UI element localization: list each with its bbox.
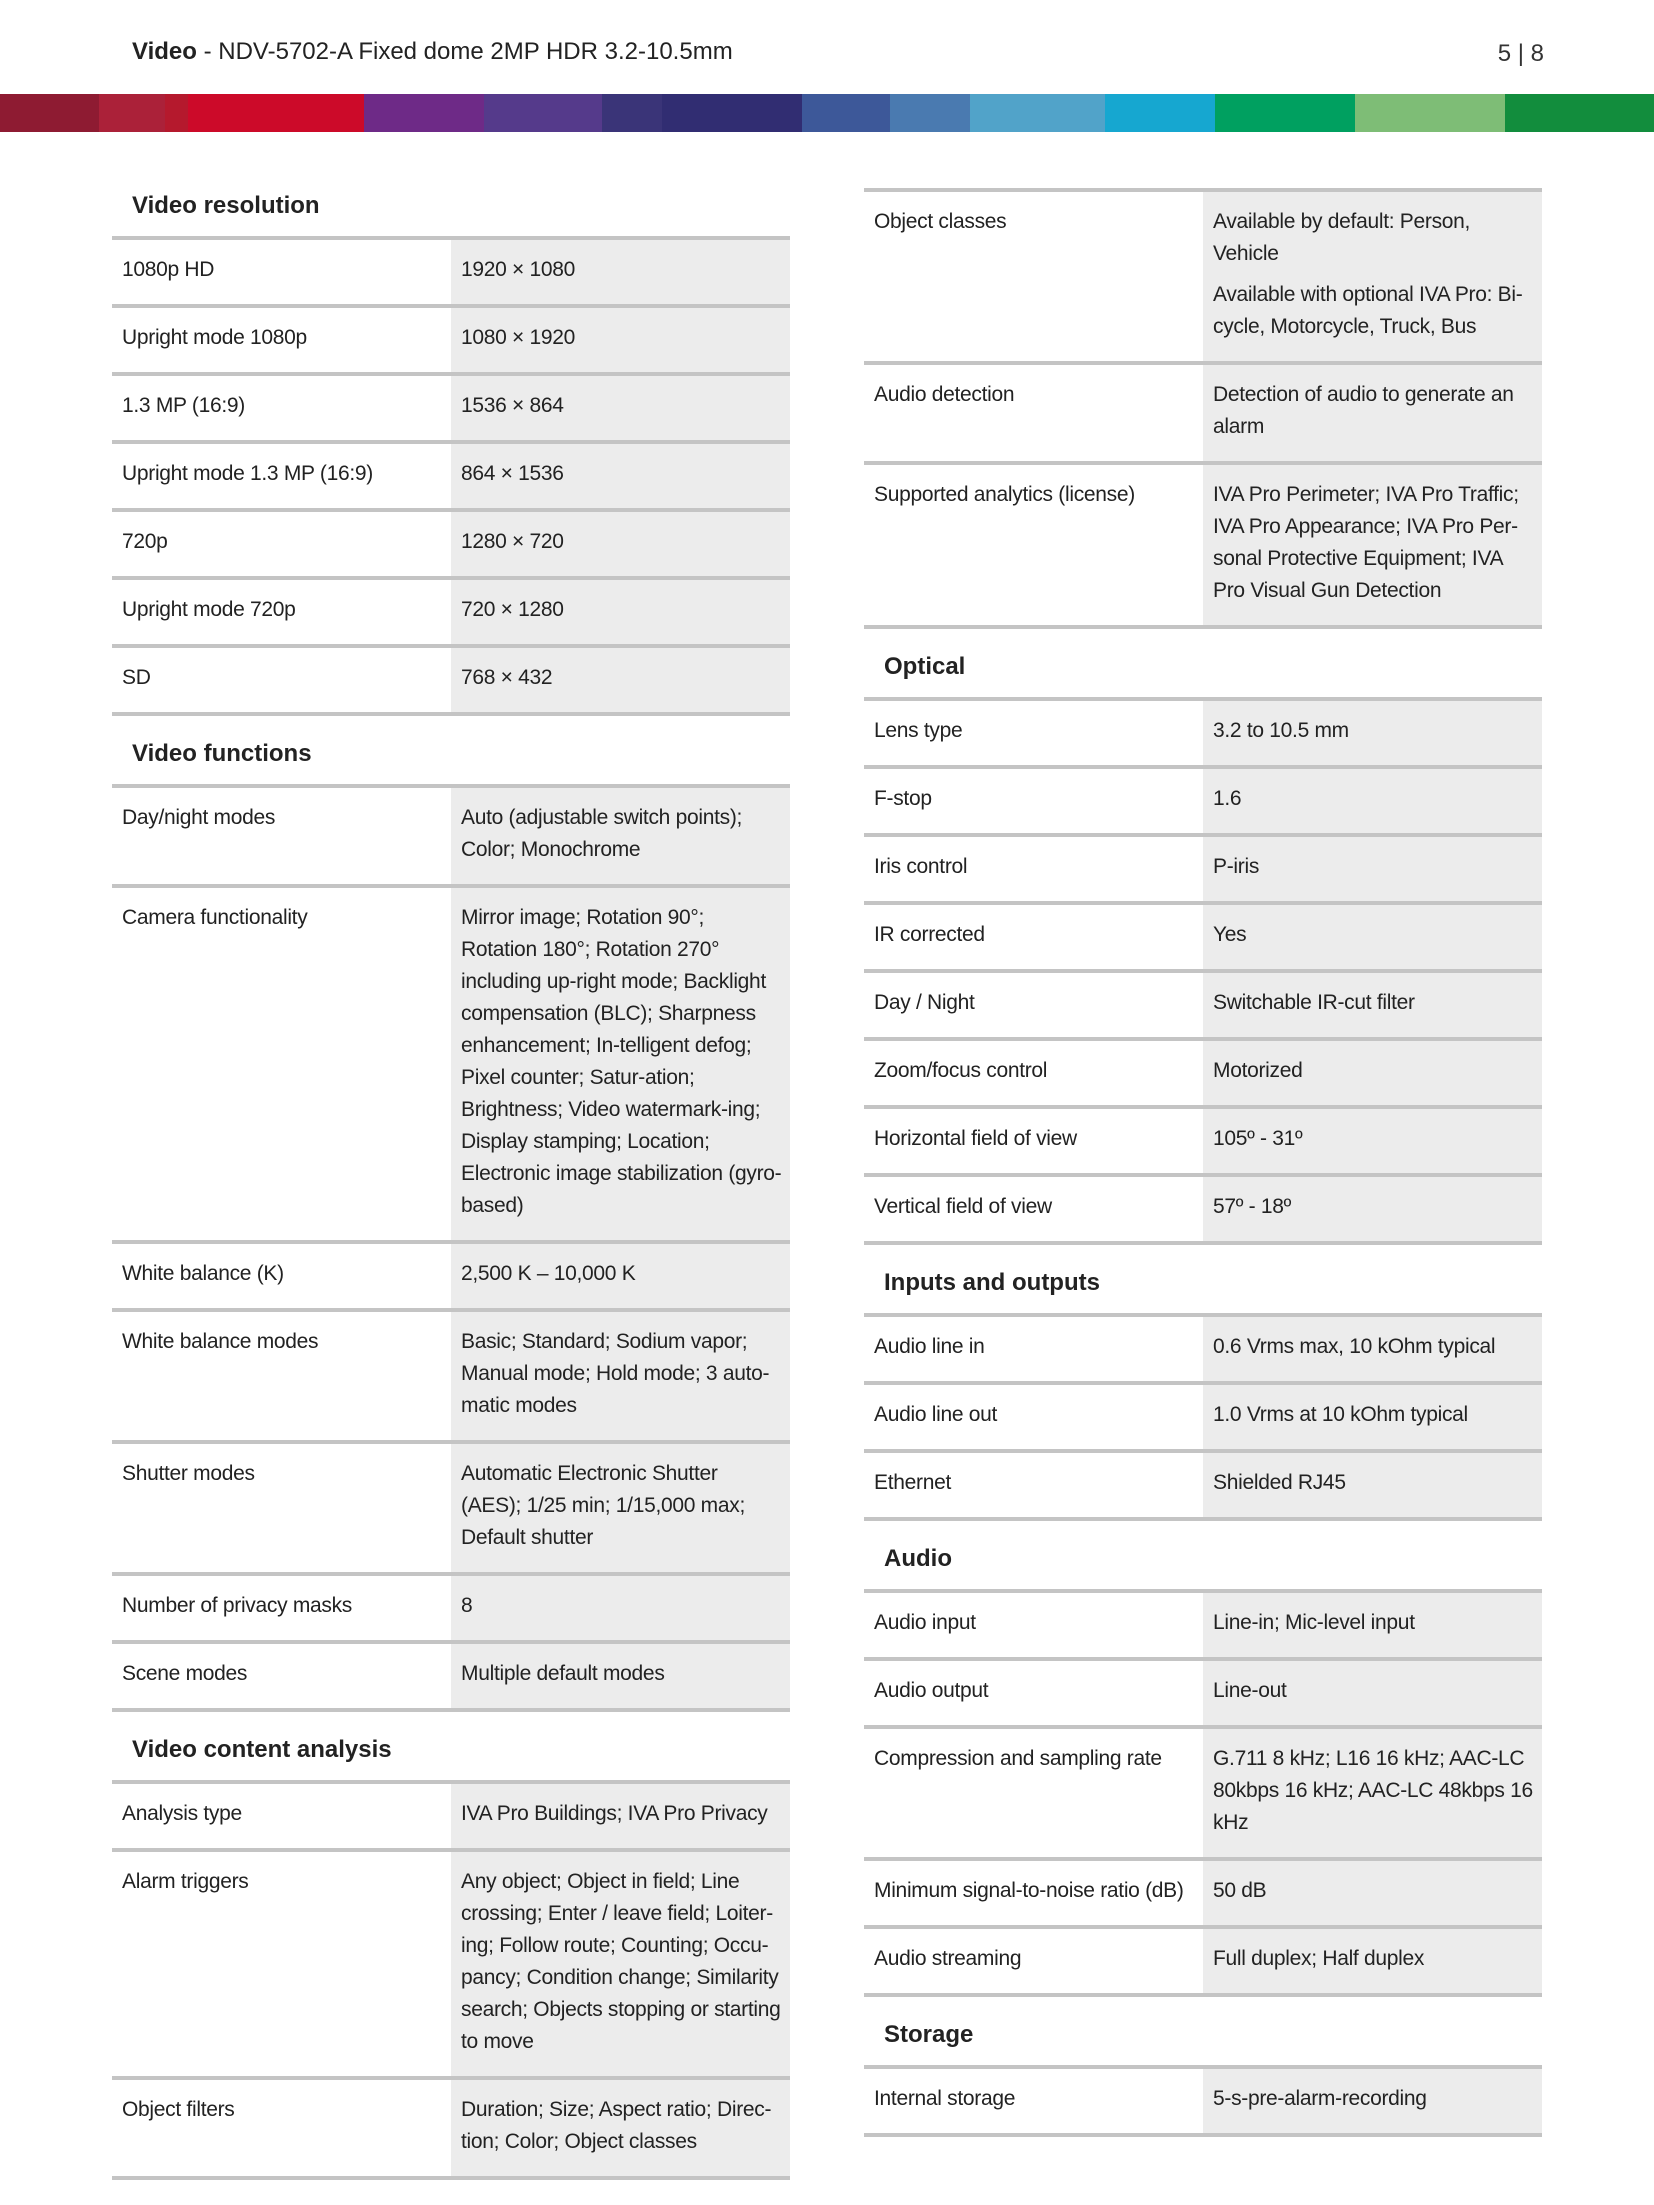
color-band-segment	[1105, 94, 1215, 132]
spec-value-text: 1536 × 864	[461, 394, 564, 417]
spec-value	[1203, 1177, 1542, 1241]
color-band-segment	[484, 94, 602, 132]
spec-value-text: 768 × 432	[461, 666, 553, 689]
table-row	[864, 1661, 1542, 1729]
spec-value	[1203, 192, 1542, 361]
page-number: 5 | 8	[1497, 40, 1544, 67]
table-row	[112, 788, 790, 888]
header-category: Video	[132, 38, 197, 65]
table-row	[112, 648, 790, 716]
spec-value-text: 1.0 Vrms at 10 kOhm typical	[1213, 1403, 1468, 1426]
right-column	[864, 188, 1542, 2149]
spec-value	[451, 376, 790, 440]
spec-value	[451, 1244, 790, 1308]
spec-value-text: Mirror image; Rotation 90°; Rotation 180°; Rotation 270° including up-right mode; Backlight compensation (BLC); Sharpness enhancement; In-telligent defog; Pixel counter; Satur-ation; Brightness; Video watermark-ing; Display stamping; Location; Electronic image stabilization (gyro-based)	[461, 906, 782, 1217]
spec-value	[451, 444, 790, 508]
spec-value-text: Motorized	[1213, 1059, 1303, 1082]
spec-label: 1.3 MP (16:9)	[122, 394, 245, 417]
spec-label: Internal storage	[874, 2087, 1016, 2110]
spec-value	[451, 1576, 790, 1640]
spec-label: Supported analytics (license)	[874, 483, 1135, 506]
spec-label: Ethernet	[874, 1471, 951, 1494]
table-row	[112, 376, 790, 444]
spec-value	[1203, 1041, 1542, 1105]
table-row	[864, 905, 1542, 973]
section-title-video-functions: Video functions	[132, 740, 312, 767]
table-row	[864, 1385, 1542, 1453]
spec-label: Upright mode 1.3 MP (16:9)	[122, 462, 373, 485]
table-row	[864, 1929, 1542, 1997]
spec-value-text: 0.6 Vrms max, 10 kOhm typical	[1213, 1335, 1496, 1358]
spec-value-text: Auto (adjustable switch points); Color; Monochrome	[461, 806, 743, 861]
spec-value	[451, 580, 790, 644]
spec-label: IR corrected	[874, 923, 985, 946]
spec-value-text: 5-s-pre-alarm-recording	[1213, 2087, 1427, 2110]
spec-label: Upright mode 720p	[122, 598, 296, 621]
spec-value	[1203, 1453, 1542, 1517]
spec-label: Iris control	[874, 855, 968, 878]
spec-value-text: Basic; Standard; Sodium vapor; Manual mode; Hold mode; 3 auto-matic modes	[461, 1330, 770, 1417]
spec-value	[451, 1444, 790, 1572]
table-row	[864, 465, 1542, 629]
table-row	[864, 1317, 1542, 1385]
table-row	[112, 1852, 790, 2080]
spec-value	[1203, 973, 1542, 1037]
spec-value	[1203, 905, 1542, 969]
spec-value	[1203, 365, 1542, 461]
color-band-segment	[364, 94, 484, 132]
spec-value	[1203, 1729, 1542, 1857]
spec-value-text: Duration; Size; Aspect ratio; Direc-tion; Color; Object classes	[461, 2098, 772, 2153]
table-row	[864, 1729, 1542, 1861]
spec-table-video-content-analysis	[112, 1780, 790, 2180]
color-band-segment	[662, 94, 802, 132]
spec-label: Compression and sampling rate	[874, 1747, 1162, 1770]
color-band-segment	[602, 94, 662, 132]
spec-label: F-stop	[874, 787, 932, 810]
table-row	[864, 769, 1542, 837]
spec-table-video-resolution	[112, 236, 790, 716]
spec-value-text: IVA Pro Perimeter; IVA Pro Traffic; IVA Pro Appearance; IVA Pro Per-sonal Protective Equipment; IVA Pro Visual Gun Detection	[1213, 483, 1519, 602]
spec-value	[451, 2080, 790, 2176]
page-header	[132, 38, 733, 66]
color-band-segment	[0, 94, 99, 132]
table-row	[864, 365, 1542, 465]
spec-value	[1203, 1861, 1542, 1925]
color-band-segment	[890, 94, 970, 132]
section-title-video-resolution: Video resolution	[132, 192, 320, 219]
table-row	[864, 192, 1542, 365]
spec-label: Object classes	[874, 210, 1007, 233]
spec-value-text: 864 × 1536	[461, 462, 564, 485]
spec-label: Audio input	[874, 1611, 976, 1634]
table-row	[864, 837, 1542, 905]
table-row	[864, 1593, 1542, 1661]
spec-label: 1080p HD	[122, 258, 215, 281]
color-band-segment	[1505, 94, 1654, 132]
spec-value	[1203, 1385, 1542, 1449]
spec-value-text: 50 dB	[1213, 1879, 1267, 1902]
spec-value-text: Switchable IR-cut filter	[1213, 991, 1415, 1014]
spec-value-text: Automatic Electronic Shutter (AES); 1/25 min; 1/15,000 max; Default shutter	[461, 1462, 745, 1549]
spec-table-inputs-and-outputs	[864, 1313, 1542, 1521]
table-row	[864, 1453, 1542, 1521]
spec-value	[1203, 1109, 1542, 1173]
spec-value-text: IVA Pro Buildings; IVA Pro Privacy	[461, 1802, 768, 1825]
spec-value-text: Line-in; Mic-level input	[1213, 1611, 1415, 1634]
color-band-segment	[188, 94, 364, 132]
spec-value	[451, 240, 790, 304]
spec-value-text: 720 × 1280	[461, 598, 564, 621]
section-title-inputs-and-outputs: Inputs and outputs	[884, 1269, 1100, 1296]
spec-value	[451, 788, 790, 884]
spec-value	[451, 1784, 790, 1848]
color-band-segment	[802, 94, 890, 132]
spec-label: Audio output	[874, 1679, 989, 1702]
spec-value-text: 1280 × 720	[461, 530, 564, 553]
table-row	[864, 701, 1542, 769]
spec-label: Audio line out	[874, 1403, 998, 1426]
table-row	[112, 2080, 790, 2180]
spec-label: Number of privacy masks	[122, 1594, 352, 1617]
spec-label: Alarm triggers	[122, 1870, 249, 1893]
spec-value-text: 3.2 to 10.5 mm	[1213, 719, 1349, 742]
spec-value	[1203, 465, 1542, 625]
color-band-segment	[1215, 94, 1355, 132]
spec-label: Scene modes	[122, 1662, 248, 1685]
spec-value-text: Detection of audio to generate an alarm	[1213, 383, 1514, 438]
table-row	[112, 888, 790, 1244]
spec-value	[1203, 1661, 1542, 1725]
spec-table-storage	[864, 2065, 1542, 2137]
table-row	[864, 2069, 1542, 2137]
spec-value	[451, 1644, 790, 1708]
spec-table	[864, 188, 1542, 629]
spec-value	[1203, 1929, 1542, 1993]
spec-label: Lens type	[874, 719, 963, 742]
spec-value-text: 57º - 18º	[1213, 1195, 1292, 1218]
table-row	[112, 1644, 790, 1712]
spec-label: Day/night modes	[122, 806, 276, 829]
spec-value	[1203, 1593, 1542, 1657]
table-row	[864, 1861, 1542, 1929]
spec-value	[451, 512, 790, 576]
table-row	[112, 1576, 790, 1644]
table-row	[112, 444, 790, 512]
spec-value-text: Available by default: Person, Vehicle	[1213, 210, 1471, 265]
spec-value-text: 1080 × 1920	[461, 326, 576, 349]
table-row	[864, 973, 1542, 1041]
spec-label: Day / Night	[874, 991, 975, 1014]
spec-value-text: Shielded RJ45	[1213, 1471, 1346, 1494]
spec-value-text: Yes	[1213, 923, 1247, 946]
spec-value-text: 105º - 31º	[1213, 1127, 1303, 1150]
header-title: - NDV-5702-A Fixed dome 2MP HDR 3.2-10.5mm	[196, 38, 733, 65]
color-band-segment	[165, 94, 188, 132]
table-row	[112, 308, 790, 376]
spec-label: Analysis type	[122, 1802, 242, 1825]
color-band-segment	[970, 94, 1105, 132]
spec-label: Zoom/focus control	[874, 1059, 1048, 1082]
color-band-segment	[1355, 94, 1505, 132]
table-row	[112, 1784, 790, 1852]
spec-value-text: P-iris	[1213, 855, 1260, 878]
spec-value	[451, 1852, 790, 2076]
spec-value	[451, 888, 790, 1240]
table-row	[864, 1177, 1542, 1245]
section-title-storage: Storage	[884, 2021, 974, 2048]
table-row	[112, 1444, 790, 1576]
color-band-segment	[99, 94, 165, 132]
spec-value	[451, 308, 790, 372]
table-row	[112, 512, 790, 580]
spec-label: Audio detection	[874, 383, 1015, 406]
spec-table-optical	[864, 697, 1542, 1245]
section-title-video-content-analysis: Video content analysis	[132, 1736, 392, 1763]
spec-label: Camera functionality	[122, 906, 308, 929]
section-title-audio: Audio	[884, 1545, 952, 1572]
color-band	[0, 94, 1654, 132]
spec-value-text: Available with optional IVA Pro: Bi-cycle, Motorcycle, Truck, Bus	[1213, 283, 1523, 338]
spec-value-text: 8	[461, 1594, 473, 1617]
spec-value	[1203, 769, 1542, 833]
table-row	[112, 580, 790, 648]
spec-label: 720p	[122, 530, 168, 553]
spec-value-text: Multiple default modes	[461, 1662, 665, 1685]
spec-value	[451, 1312, 790, 1440]
table-row	[864, 1041, 1542, 1109]
table-row	[864, 1109, 1542, 1177]
spec-value	[451, 648, 790, 712]
spec-label: SD	[122, 666, 151, 689]
spec-label: Audio streaming	[874, 1947, 1022, 1970]
spec-value-text: Any object; Object in field; Line crossing; Enter / leave field; Loiter-ing; Follow route; Counting; Occu-pancy; Condition change; Similarity search; Objects stopping or starting to move	[461, 1870, 781, 2053]
left-column	[112, 180, 790, 2192]
spec-value-text: Full duplex; Half duplex	[1213, 1947, 1425, 1970]
table-row	[112, 1312, 790, 1444]
spec-value	[1203, 701, 1542, 765]
spec-label: Horizontal field of view	[874, 1127, 1077, 1150]
spec-value-text: Line-out	[1213, 1679, 1287, 1702]
spec-label: White balance modes	[122, 1330, 319, 1353]
spec-table-video-functions	[112, 784, 790, 1712]
spec-value-text: 1920 × 1080	[461, 258, 576, 281]
spec-label: Audio line in	[874, 1335, 985, 1358]
table-row	[112, 240, 790, 308]
spec-label: Upright mode 1080p	[122, 326, 307, 349]
spec-value-text: 1.6	[1213, 787, 1242, 810]
spec-label: White balance (K)	[122, 1262, 284, 1285]
spec-value-text: G.711 8 kHz; L16 16 kHz; AAC-LC 80kbps 16 kHz; AAC-LC 48kbps 16 kHz	[1213, 1747, 1533, 1834]
spec-value	[1203, 2069, 1542, 2133]
spec-value	[1203, 837, 1542, 901]
section-title-optical: Optical	[884, 653, 966, 680]
spec-label: Minimum signal-to-noise ratio (dB)	[874, 1879, 1184, 1902]
spec-label: Object filters	[122, 2098, 235, 2121]
spec-label: Shutter modes	[122, 1462, 255, 1485]
table-row	[112, 1244, 790, 1312]
spec-value-text: 2,500 K – 10,000 K	[461, 1262, 636, 1285]
spec-label: Vertical field of view	[874, 1195, 1052, 1218]
spec-value	[1203, 1317, 1542, 1381]
spec-table-audio	[864, 1589, 1542, 1997]
